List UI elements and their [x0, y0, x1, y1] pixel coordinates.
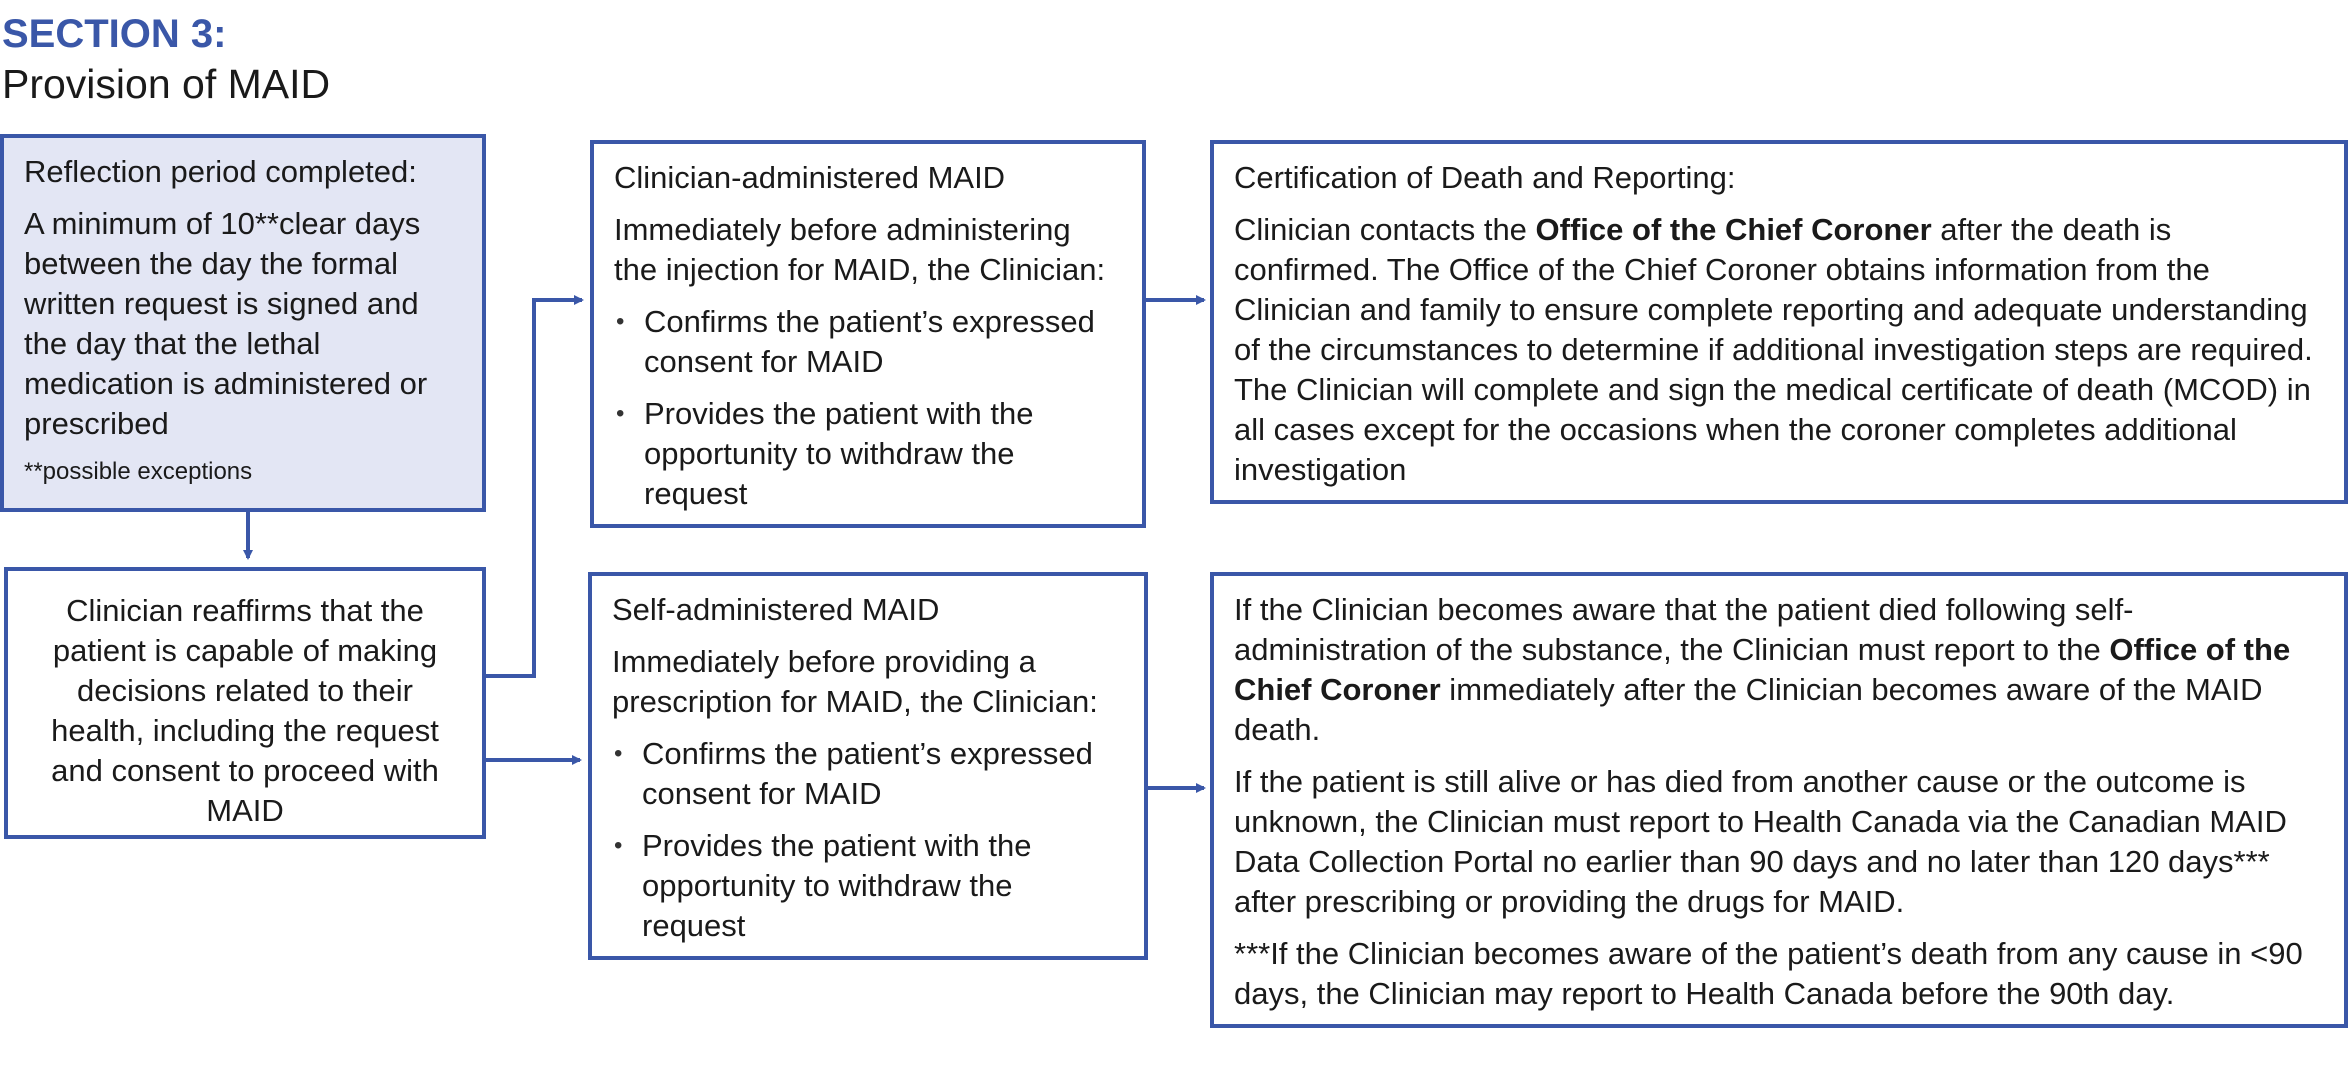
list-item: • Confirms the patient’s expressed consent for MAID: [612, 734, 1124, 814]
report-paragraph-2: If the patient is still alive or has died from another cause or the outcome is unknown, the Clinician must report to Health Canada via the Canadian MAID Data Collection Portal no earlier than 90 days and no later than 120 days*** after prescribing or providing the drugs for MAID.: [1234, 764, 2287, 919]
certification-heading: Certification of Death and Reporting:: [1234, 160, 1736, 195]
self-administered-box: [588, 572, 1148, 960]
clinician-admin-heading: Clinician-administered MAID: [614, 160, 1006, 195]
clinician-admin-list: [614, 302, 1122, 514]
report-p1-end: immediately after the Clinician becomes aware of the MAID death.: [1234, 672, 2263, 747]
reflection-heading: Reflection period completed:: [24, 154, 417, 189]
page-title: Provision of MAID: [2, 61, 331, 107]
list-item: • Provides the patient with the opportunity to withdraw the request: [612, 826, 1124, 946]
self-admin-heading: Self-administered MAID: [612, 592, 940, 627]
chief-coroner-emphasis: Office of the Chief Coroner: [1535, 212, 1932, 247]
section-label: SECTION 3:: [2, 12, 227, 56]
reflection-note: **possible exceptions: [24, 458, 253, 485]
certification-box: [1210, 140, 2348, 504]
reflection-period-box: [0, 134, 486, 512]
reaffirm-box: [4, 567, 486, 839]
chief-coroner-emphasis: Office of the Chief Coroner: [1234, 632, 2291, 707]
certification-body: [1234, 210, 2324, 490]
report-p1-start: If the Clinician becomes aware that the patient died following self-administration of the substance, the Clinician must report to the: [1234, 592, 2134, 667]
self-admin-intro: Immediately before providing a prescription for MAID, the Clinician:: [612, 644, 1098, 719]
certification-text-end: after the death is confirmed. The Office of the Chief Coroner obtains information from the Clinician and family to ensure complete reporting and adequate understanding of the circumstances to determine if additional investigation steps are required. The Clinician will complete and sign the medical certificate of death (MCOD) in all cases except for the occasions when the coroner completes additional investigation: [1234, 212, 2313, 487]
reflection-body: A minimum of 10**clear days between the day the formal written request is signed and the day that the lethal medication is administered or prescribed: [24, 206, 428, 441]
clinician-administered-box: [590, 140, 1146, 528]
arrow-reaffirm-to-clinician-admin: [484, 300, 582, 676]
self-administration-reporting-box: [1210, 572, 2348, 1028]
list-item: • Confirms the patient’s expressed consent for MAID: [614, 302, 1122, 382]
clinician-admin-intro: Immediately before administering the injection for MAID, the Clinician:: [614, 212, 1106, 287]
self-admin-list: [612, 734, 1124, 946]
report-paragraph-3: ***If the Clinician becomes aware of the patient’s death from any cause in <90 days, the Clinician may report to Health Canada before the 90th day.: [1234, 936, 2303, 1011]
reaffirm-text: Clinician reaffirms that the patient is capable of making decisions related to their health, including the request and consent to proceed with MAID: [51, 593, 439, 828]
list-item: • Provides the patient with the opportunity to withdraw the request: [614, 394, 1122, 514]
certification-text-start: Clinician contacts the: [1234, 212, 1536, 247]
report-paragraph-1: [1234, 590, 2324, 750]
